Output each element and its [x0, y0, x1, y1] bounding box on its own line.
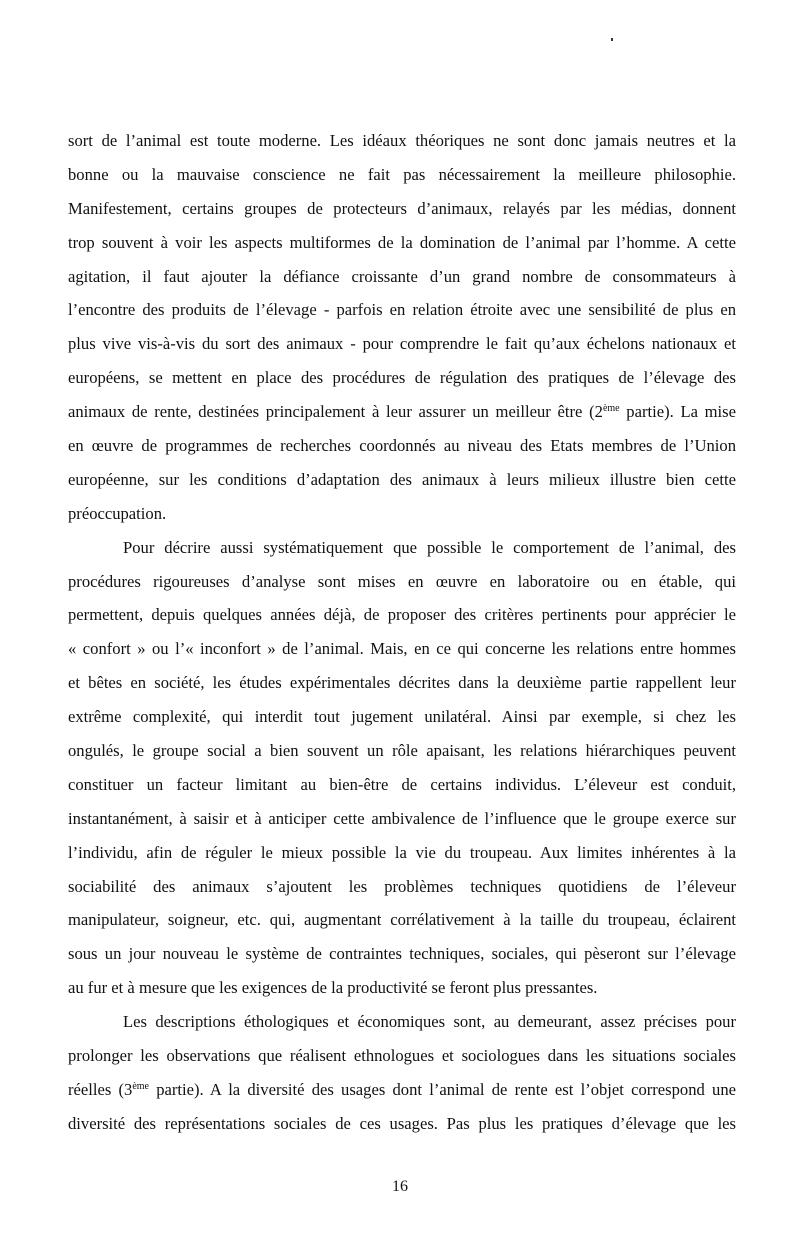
paragraph-1 — [68, 124, 736, 531]
text-line — [68, 395, 736, 429]
text-line: prolonger les observations que réalisent ethnologues et sociologues dans les situations sociales — [68, 1046, 736, 1066]
text-line: européenne, sur les conditions d’adaptation des animaux à leurs milieux illustre bien cette — [68, 469, 736, 489]
text-line: préoccupation. — [68, 503, 167, 523]
text-segment: partie). A la diversité des usages dont l’animal de rente est l’objet correspond une — [148, 1079, 736, 1099]
text-segment: partie). La mise — [619, 402, 736, 422]
text-line: l’individu, afin de réguler le mieux possible la vie du troupeau. Aux limites inhérentes à la — [68, 842, 736, 862]
text-line: Les descriptions éthologiques et économiques sont, au demeurant, assez précises pour — [123, 1012, 736, 1032]
body-text — [68, 124, 736, 1141]
paragraph-3 — [68, 1005, 736, 1141]
text-line: « confort » ou l’« inconfort » de l’animal. Mais, en ce qui concerne les relations entre hommes — [68, 639, 736, 659]
superscript: ème — [602, 403, 620, 415]
text-line: permettent, depuis quelques années déjà, de proposer des critères pertinents pour apprécier le — [68, 605, 736, 625]
text-line: en œuvre de programmes de recherches coordonnés au niveau des Etats membres de l’Union — [68, 436, 736, 456]
text-line: bonne ou la mauvaise conscience ne fait pas nécessairement la meilleure philosophie. — [68, 164, 736, 184]
text-line: et bêtes en société, les études expérimentales décrites dans la deuxième partie rappellent leur — [68, 673, 736, 693]
text-line: constituer un facteur limitant au bien-être de certains individus. L’éleveur est conduit, — [68, 774, 736, 794]
text-line: sort de l’animal est toute moderne. Les idéaux théoriques ne sont donc jamais neutres et la — [68, 131, 736, 150]
text-line: l’encontre des produits de l’élevage - parfois en relation étroite avec une sensibilité de plus en — [68, 300, 736, 320]
text-line: européens, se mettent en place des procédures de régulation des pratiques de l’élevage des — [68, 368, 736, 388]
text-line: sous un jour nouveau le système de contraintes techniques, sociales, qui pèseront sur l’élevage — [68, 944, 736, 964]
text-line: plus vive vis-à-vis du sort des animaux - pour comprendre le fait qu’aux échelons nationaux et — [68, 334, 736, 354]
text-line: diversité des représentations sociales de ces usages. Pas plus les pratiques d’élevage que les — [68, 1113, 736, 1133]
text-line: instantanément, à saisir et à anticiper cette ambivalence de l’influence que le groupe exerce sur — [68, 808, 736, 828]
text-line: sociabilité des animaux s’ajoutent les problèmes techniques quotidiens de l’éleveur — [68, 876, 736, 896]
text-line: ongulés, le groupe social a bien souvent un rôle apaisant, les relations hiérarchiques peuvent — [68, 741, 736, 761]
text-segment: animaux de rente, destinées principalement à leur assurer un meilleur être (2 — [68, 402, 603, 422]
text-segment: réelles (3 — [68, 1079, 133, 1099]
text-line: Manifestement, certains groupes de protecteurs d’animaux, relayés par les médias, donnent — [68, 198, 736, 218]
superscript: ème — [132, 1080, 149, 1092]
text-line: agitation, il faut ajouter la défiance croissante d’un grand nombre de consommateurs à — [68, 266, 736, 286]
text-line: procédures rigoureuses d’analyse sont mises en œuvre en laboratoire ou en étable, qui — [68, 571, 736, 591]
text-line: au fur et à mesure que les exigences de la productivité se feront plus pressantes. — [68, 978, 598, 998]
text-line: Pour décrire aussi systématiquement que possible le comportement de l’animal, des — [123, 537, 736, 557]
text-line: trop souvent à voir les aspects multiformes de la domination de l’animal par l’homme. A cette — [68, 232, 736, 252]
text-line: extrême complexité, qui interdit tout jugement unilatéral. Ainsi par exemple, si chez les — [68, 707, 736, 727]
text-line: manipulateur, soigneur, etc. qui, augmentant corrélativement à la taille du troupeau, éclairent — [68, 910, 736, 930]
page-number: 16 — [392, 1178, 408, 1195]
paragraph-2 — [68, 531, 736, 1005]
text-line — [68, 1073, 736, 1107]
scan-speck — [611, 38, 613, 41]
